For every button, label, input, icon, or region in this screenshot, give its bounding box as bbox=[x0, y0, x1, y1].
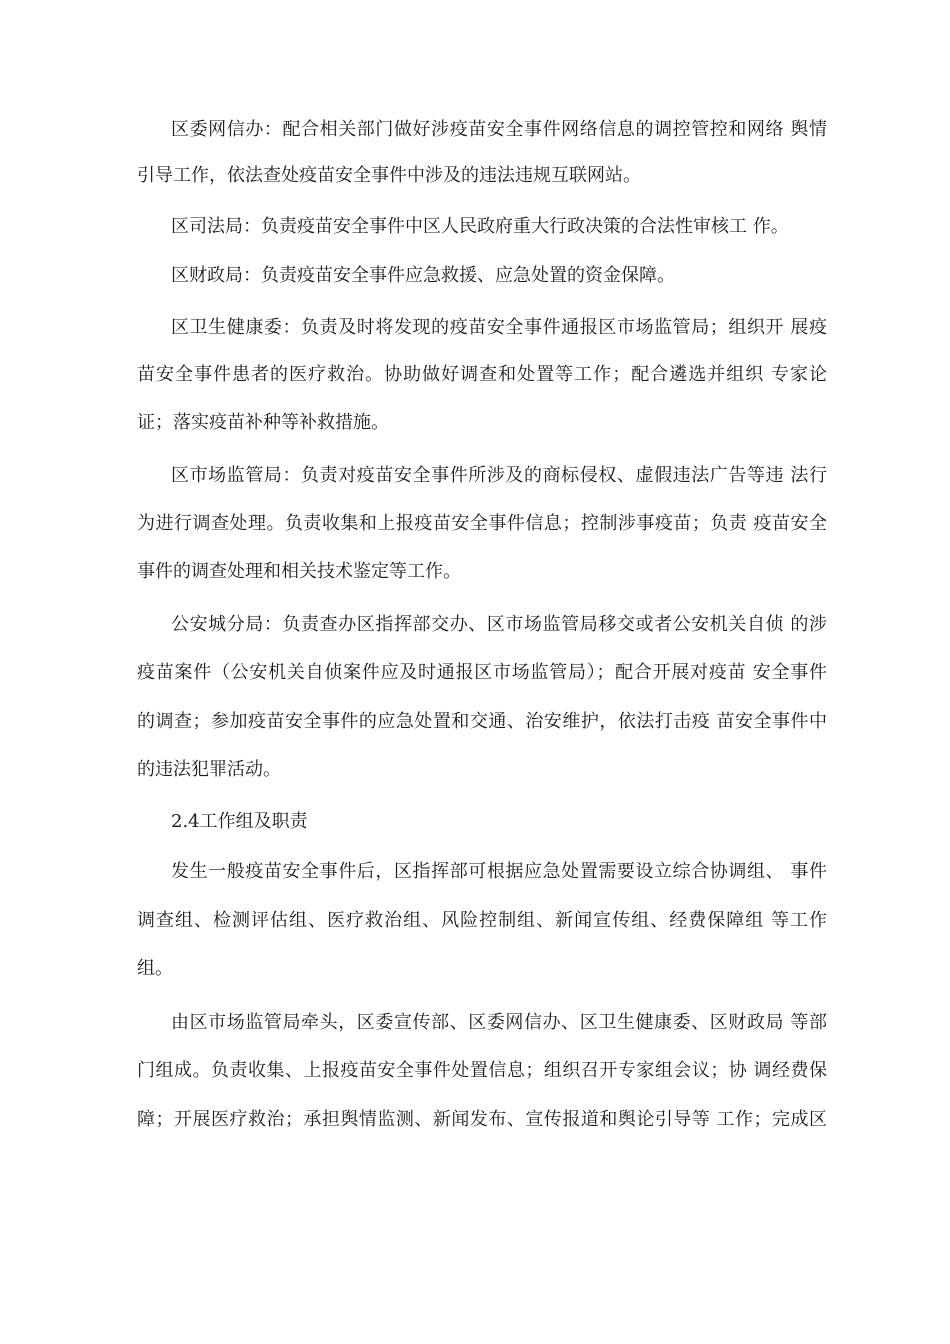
text-line: 障；开展医疗救治；承担舆情监测、新闻发布、宣传报道和舆论引导等 工作；完成区 bbox=[137, 1109, 827, 1130]
text-line: 区司法局：负责疫苗安全事件中区人民政府重大行政决策的合法性审核工 作。 bbox=[171, 216, 789, 237]
text-line: 苗安全事件患者的医疗救治。协助做好调查和处置等工作；配合遴选并组织 专家论 bbox=[137, 364, 827, 385]
text-line: 组。 bbox=[137, 958, 173, 979]
text-line: 区卫生健康委：负责及时将发现的疫苗安全事件通报区市场监管局；组织开 展疫 bbox=[171, 317, 827, 338]
text-line: 区委网信办：配合相关部门做好涉疫苗安全事件网络信息的调控管控和网络 舆情 bbox=[171, 119, 827, 140]
text-line: 公安城分局：负责查办区指挥部交办、区市场监管局移交或者公安机关自侦 的涉 bbox=[171, 614, 827, 635]
text-line: 门组成。负责收集、上报疫苗安全事件处置信息；组织召开专家组会议；协 调经费保 bbox=[137, 1060, 827, 1081]
text-line: 的违法犯罪活动。 bbox=[137, 759, 281, 780]
text-line: 疫苗案件（公安机关自侦案件应及时通报区市场监管局）；配合开展对疫苗 安全事件 bbox=[137, 662, 827, 683]
text-line: 区财政局：负责疫苗安全事件应急救援、应急处置的资金保障。 bbox=[171, 265, 675, 286]
text-line: 引导工作，依法查处疫苗安全事件中涉及的违法违规互联网站。 bbox=[137, 165, 641, 186]
text-line: 事件的调查处理和相关技术鉴定等工作。 bbox=[137, 561, 461, 582]
text-line: 由区市场监管局牵头，区委宣传部、区委网信办、区卫生健康委、区财政局 等部 bbox=[171, 1012, 827, 1033]
text-line: 调查组、检测评估组、医疗救治组、风险控制组、新闻宣传组、经费保障组 等工作 bbox=[137, 910, 827, 931]
text-line: 的调查；参加疫苗安全事件的应急处置和交通、治安维护，依法打击疫 苗安全事件中 bbox=[137, 711, 827, 732]
text-line: 证；落实疫苗补种等补救措施。 bbox=[137, 412, 389, 433]
section-heading: 2.4工作组及职责 bbox=[171, 811, 308, 832]
text-line: 为进行调查处理。负责收集和上报疫苗安全事件信息；控制涉事疫苗；负责 疫苗安全 bbox=[137, 513, 827, 534]
text-line: 发生一般疫苗安全事件后，区指挥部可根据应急处置需要设立综合协调组、 事件 bbox=[171, 861, 827, 882]
text-line: 区市场监管局：负责对疫苗安全事件所涉及的商标侵权、虚假违法广告等违 法行 bbox=[171, 465, 827, 486]
